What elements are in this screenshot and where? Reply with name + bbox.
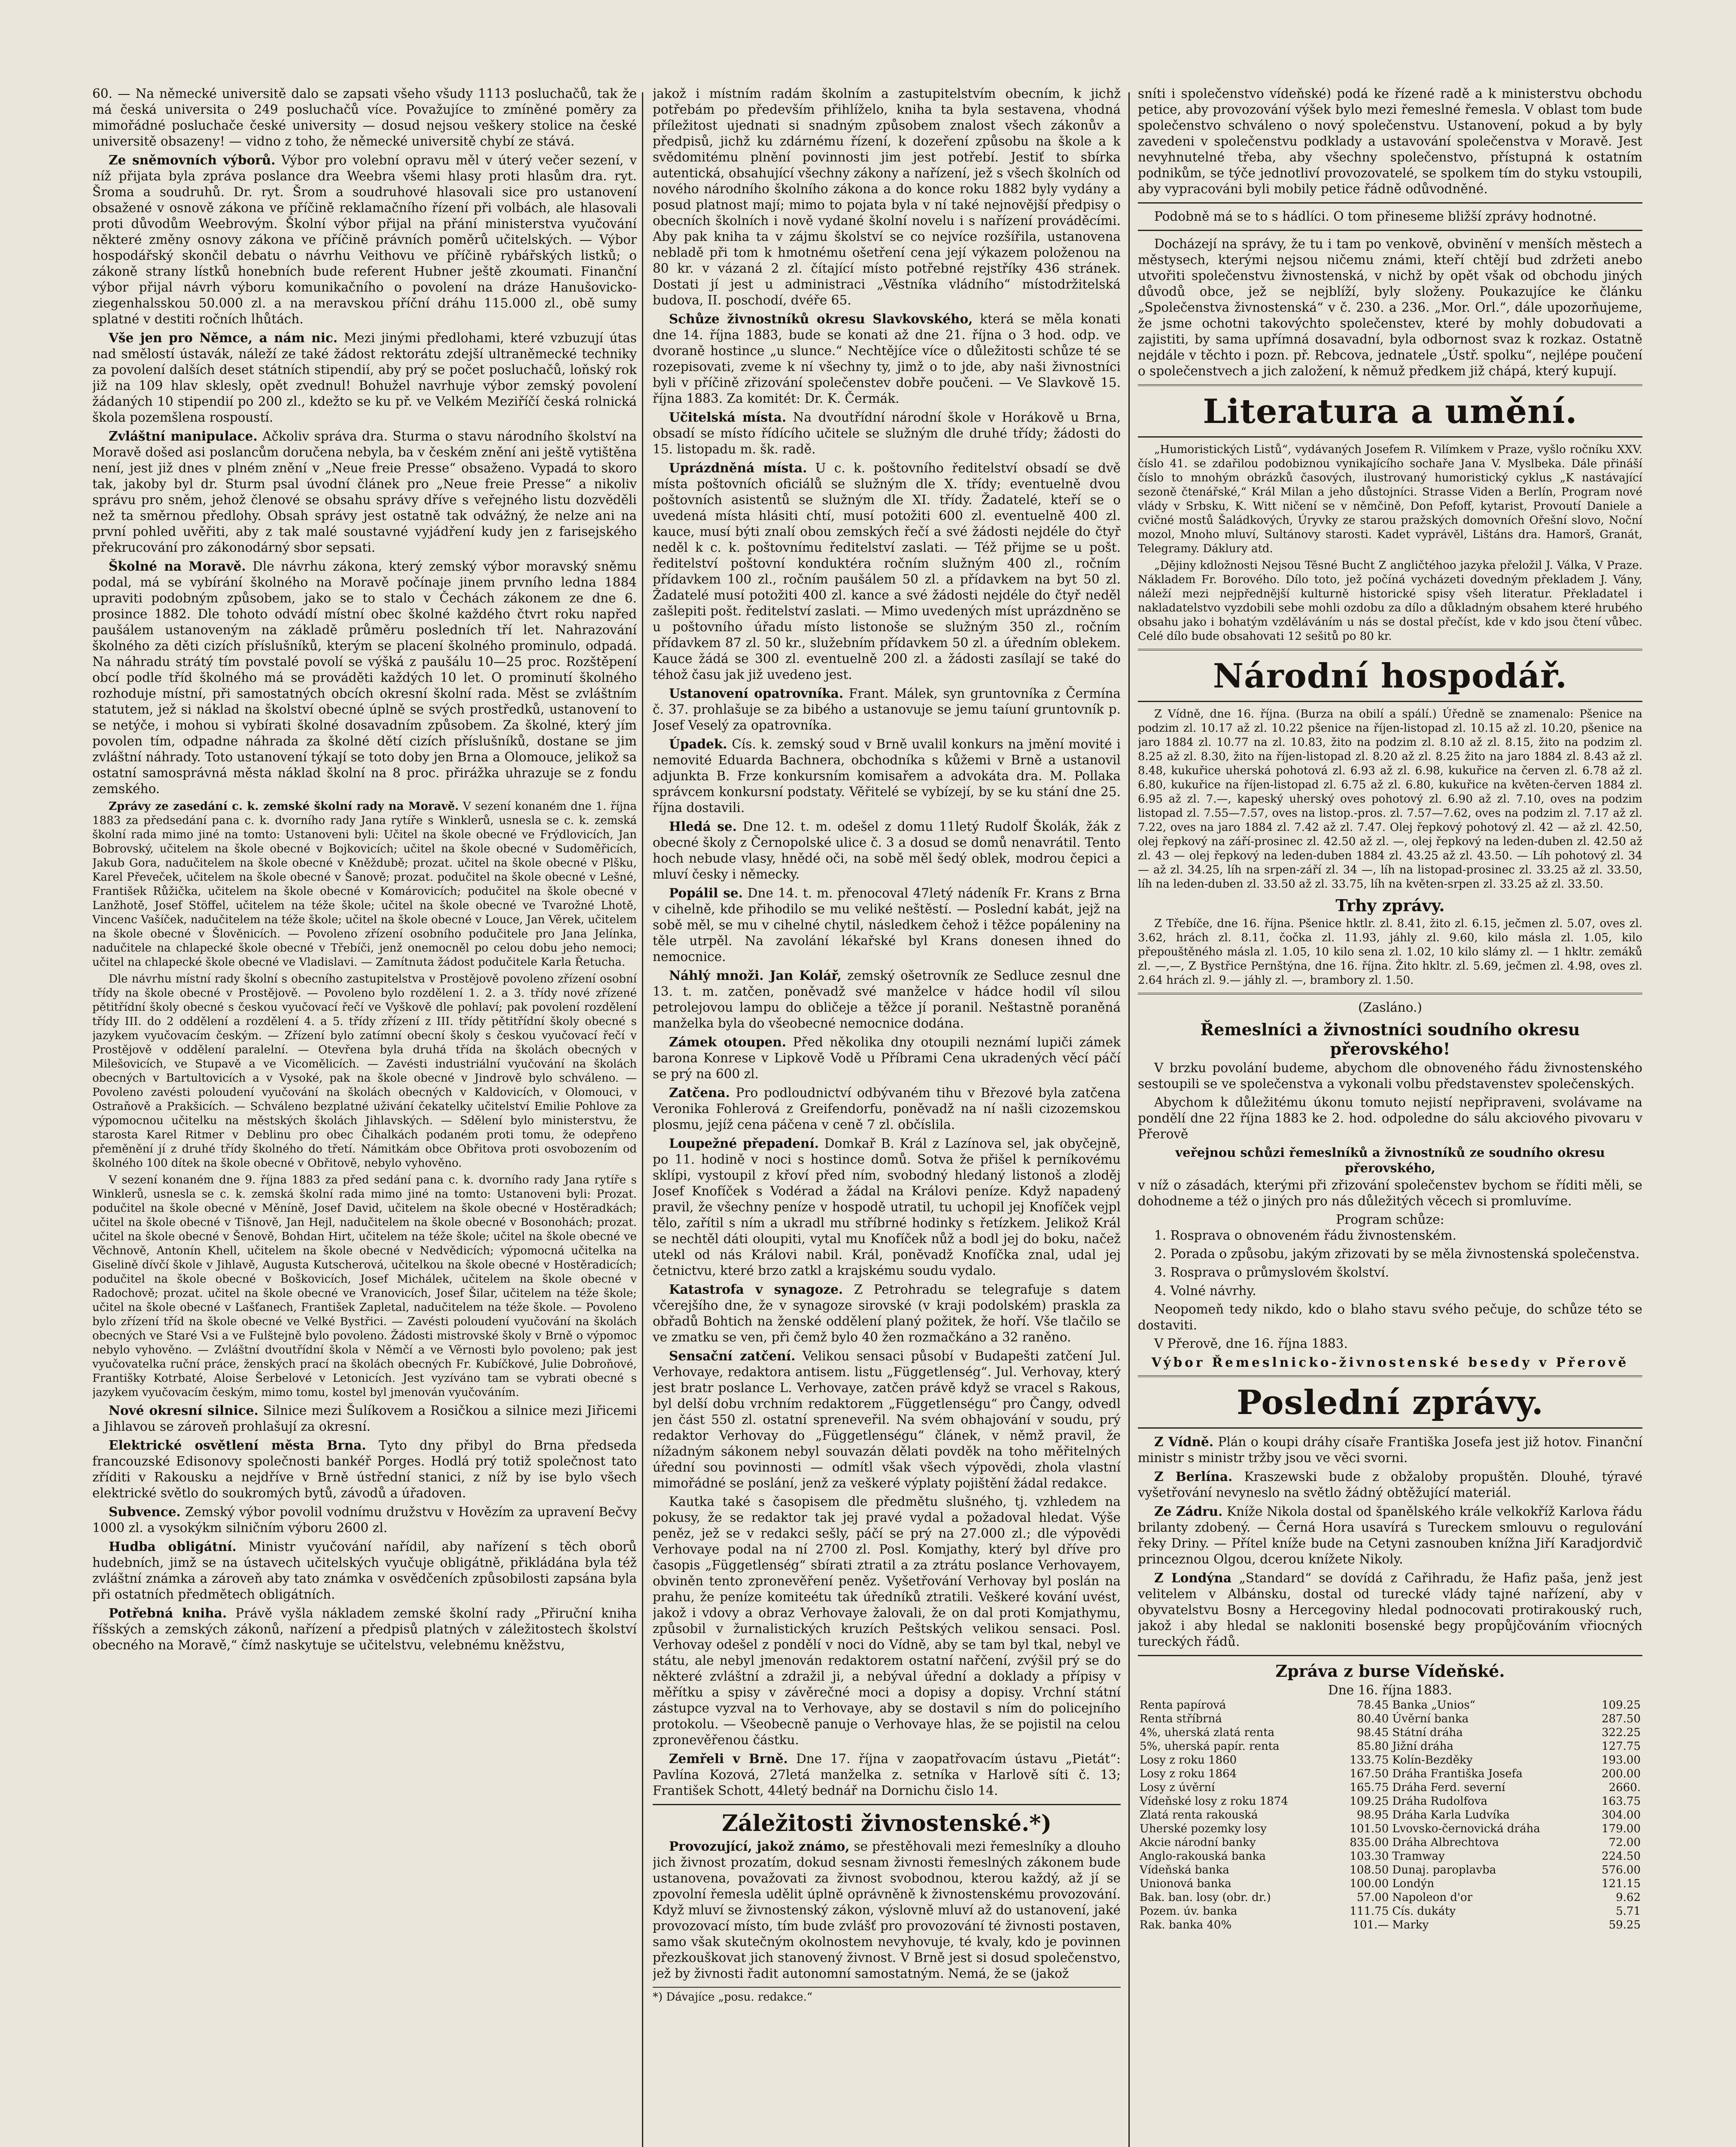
bourse-item: Dráha Karla Ludvíka — [1392, 1809, 1510, 1822]
paragraph-text: Ministr vyučování nařídil, aby nařízení s těch oborů hudebních, jimž se na ústavech učitelských vyučuje obligátně, přikládána byla též zvláštní známka a zároveň aby tato známka v osvědčeních způsobilosti zapsána byla při ostatních předmětech obligátních. — [92, 1539, 637, 1602]
paragraph-lead: Úpadek. — [669, 736, 727, 751]
paragraph: v níž o zásadách, kterými při zřizování společenstev bychom se říditi měli, se dohodneme a též o jiných pro nás důležitých věcech si promluvíme. — [1138, 1178, 1642, 1208]
section-divider — [1138, 1375, 1642, 1377]
paragraph — [92, 152, 637, 327]
bourse-value: 80.40 — [1356, 1712, 1389, 1725]
paragraph: Podobně má se to s hádlíci. O tom přineseme bližší zprávy hodnotné. — [1154, 209, 1597, 224]
program-item: 4. Volné návrhy. — [1154, 1283, 1256, 1298]
column-middle — [653, 86, 1121, 2147]
paragraph — [92, 1605, 637, 1653]
bourse-value: 224.50 — [1602, 1850, 1641, 1863]
paragraph — [653, 1135, 1121, 1279]
bourse-item: Pozem. úv. banka — [1140, 1905, 1237, 1918]
paragraph — [653, 460, 1121, 683]
paragraph-lead: Zemřeli v Brně. — [669, 1751, 788, 1766]
paragraph-lead: Z Londýna — [1154, 1570, 1232, 1585]
paragraph-lead: Hledá se. — [669, 819, 737, 834]
paragraph-lead: Nové okresní silnice. — [109, 1403, 258, 1418]
paragraph — [653, 1838, 1121, 1982]
bourse-item: Uherské pozemky losy — [1140, 1822, 1267, 1835]
bourse-value: 127.75 — [1602, 1740, 1641, 1753]
paragraph-lead: Loupežné přepadení. — [669, 1136, 819, 1151]
paragraph — [92, 558, 637, 797]
paragraph — [653, 1751, 1121, 1799]
paragraph-text: se přestěhovali mezi řemeslníky a dlouho jich živnost prozatím, dokud sesnam živnosti řemeslných zákonem bude ustanovena, považovati za živnost svobodnou, kterou každý, až jí se zpovolní řemesla udělit úplně oprávněně k živnostenskému provozování. Když mluví se živnostenský zákon, výslovně mluví až do ustanovení, jaké provozovací místo, tím bude zvlášť pro provozování té živnosti postaven, samo však skutečným okolnostem nevyhovuje, té kvaly, kdo je povinnen přezkouškovat jich stanovený živnost. V Brně jest si dosud společenstvo, jež by živnosti řadit autonomní samostatným. Nemá, že se (jakož — [653, 1839, 1121, 1981]
paragraph-text: Dne 14. t. m. přenocoval 47letý nádeník Fr. Krans z Brna v cihelně, kde přihodilo se mu veliké neštěstí. — Poslední kabát, jejž na sobě měl, se mu v cihelné chytil, následkem čehož i těžce popáleniny na těle utrpěl. Na zavolání lékařské byl Krans donesen ihned do nemocnice. — [653, 886, 1121, 964]
paragraph: jakož i místním radám školním a zastupitelstvím obecním, k jichž potřebám po především přihlíželo, kniha ta byla sestavena, vhodná příležitost ujednati si snadným způsobem znalost všech zákonův a předpisů, jichž ku zdárnému řízení, k dozeření způsobu na škole a k svědomitému plnění povinnosti jim jest potřebí. Jestiť to sbírka autentická, obsahující všechny zákony a nařízení, jež s všech školních od nového národního školního zákona a do konce roku 1882 byly vydány a posud platnost mají; mimo to pojata byla v ní také nejnovější předpisy o obecních školních i nově vydané školní novelu i s nařízení prováděcími. Aby pak kniha ta v zájmu školství se co nejvíce rozšířila, ustanovena nebladě při tom k hmotnému ošetření cena její výkazem položenou na 80 kr. v vázaná 2 zl. čítající místo potřebné rejstříky 436 stránek. Dostati jí jest u administraci „Věstníka vládního“ místodržitelská budova, II. poschodí, dvéře 65. — [653, 86, 1121, 307]
bourse-item: Lvovsko-černovická dráha — [1392, 1822, 1540, 1835]
paragraph — [92, 1402, 637, 1435]
bourse-value: 57.00 — [1356, 1891, 1389, 1904]
program-list — [1138, 1228, 1642, 1299]
paragraph-text: Silnice mezi Šulíkovem a Rosičkou a silnice mezi Jiřicemi a Jihlavou se zároveň prohlašují za okresní. — [92, 1403, 637, 1434]
bourse-item: Tramway — [1392, 1850, 1445, 1863]
bourse-item: Renta papírová — [1140, 1699, 1226, 1712]
bourse-item: 4%, uherská zlatá renta — [1140, 1726, 1275, 1739]
paragraph — [653, 1348, 1121, 1491]
bourse-value: 101.— — [1353, 1919, 1389, 1931]
paragraph-text: Ačkoliv správa dra. Sturma o stavu národního školství na Moravě došed asi poslancům doručena nebyla, ba v českém znění ani ještě vytištěna není, jest již dnes v plném znění v „Neue freie Presse“ obsaženo. Vypadá to skoro tak, jakoby byl dr. Sturm psal úvodní článek pro „Neue freie Presse“ a nikoliv správu pro sněm, jehož členové se obsahu správy dříve s veřejného listu dozvěděli než ta směrnou předlohy. Obsah správy jest ostatně tak odvážný, že nelze ani na první pohled uvěřiti, aby z tak malé soustavné vyjádření kudy jen z farisejského překrucování pro zákonodárný sbor sepsati. — [92, 429, 637, 555]
bourse-item: Losy z roku 1860 — [1140, 1754, 1237, 1767]
paragraph — [92, 428, 637, 556]
paragraph-lead: Katastrofa v synagoze. — [669, 1282, 843, 1297]
paragraph-text: „Standard“ se dovídá z Cařihradu, že Hafiz paša, jenž jest velitelem v Albánsku, dostal od turecké vlády tajné nařízení, aby v obyvatelstvu Bosny a Hercegoviny hledal podnocovati protirakouský ruch, jakož i aby hledal se nakloniti bosenské begy propůjčováním vřiocných tureckých řádů. — [1138, 1571, 1642, 1649]
paragraph-text: Velikou sensaci působí v Budapešti zatčení Jul. Verhovaye, redaktora antisem. listu „Függetlenség“. Jul. Verhovay, který jest bratr poslance L. Verhovaye, zatčen právě když se vracel s Rakous, byl delší dobu vrchním redaktorem „Függetlenségu“ pro Čangy, odvedl jen část 550 zl. ostatní spreneveřil. Na svém obhajování v soudu, prý redaktor Verhovay do „Függetlenségu“ článek, v němž pravil, že nížadným sákonem nebyl souvazán dělati povděk na toho měřitelných úřední sou povinnosti — odmítl však všech výpovědi, zhola vlastní mimořádné se poslání, jenž za veškeré výplaty pojištění žádal redakce. — [653, 1349, 1121, 1490]
paragraph: Abychom k důležitému úkonu tomuto nejistí nepřipraveni, svolávame na pondělí dne 22 října 1883 ke 2. hod. odpoledne do sálu akciového pivovaru v Přerově — [1138, 1095, 1642, 1141]
section-divider — [1138, 993, 1642, 994]
paragraph: Docházejí na správy, že tu i tam po venkově, obvinění v menších městech a městysech, kterými nejsou ničemu známi, kteří chtějí bud zdržeti anebo utvořiti společenstvu živnostenská, v nichž by opět však od obchodu jiných důvodů obce, jež se nejblíží, byly složeny. Poukazujíce ke článku „Společenstva živnostenská“ v č. 230. a 236. „Mor. Orl.“, dále upozorňujeme, že jsme ochotni takovýchto společenstev, které by mohly dobudovati a zajistiti, by sama upřímná dosavadní, byla odbornost svaz k rozkaz. Ostatně nejdále v těchto i pozn. př. Rebcova, jednatele „Ústř. spolku“, nejlépe poučení o společenstvech a jich založení, k němuž předkem již chápá, který kupují. — [1138, 237, 1642, 378]
program-item: 1. Rosprava o obnoveném řádu živnostenském. — [1154, 1228, 1456, 1243]
paragraph: V Přerově, dne 16. října 1883. — [1154, 1336, 1348, 1351]
bourse-item: Vídeňské losy z roku 1874 — [1140, 1795, 1288, 1808]
bourse-value: 98.95 — [1356, 1809, 1389, 1822]
section-heading: Řemeslníci a živnostníci soudního okresu přerovského! — [1200, 1020, 1580, 1058]
paragraph-text: Kníže Nikola dostal od španělského krále velkokříž Karlova řádu brilanty zdobený. — Černá Hora usavírá s Tureckem smlouvu o regulování řeky Driny. — Přítel kníže bude na Cetyni zasnouben knížna Jiří Karadjordvič princeznou Olgou, dcerou knížete Nikoly. — [1138, 1504, 1642, 1566]
paragraph — [653, 1034, 1121, 1082]
bourse-item: Zlatá renta rakouská — [1140, 1809, 1258, 1822]
bourse-row — [1138, 1712, 1642, 1726]
paragraph-lead: Zvláštní manipulace. — [109, 429, 258, 444]
section-divider — [1138, 436, 1642, 438]
bourse-item: Napoleon d'or — [1392, 1891, 1473, 1904]
paragraph: Z Třebíče, dne 16. října. Pšenice hktlr. zl. 8.41, žito zl. 6.15, ječmen zl. 5.07, oves zl. 3.62, hrách zl. 8.11, čočka zl. 11.93, jáhly zl. 9.60, kilo másla zl. 1.05, kilo přepouštěného másla zl. 1.05, 10 kilo sena zl. 1.02, 10 kilo slámy zl. — 1 hkltr. zemáků zl. —,—, Z Bystřice Pernštýna, dne 16. října. Žito hkltr. zl. 5.69, ječmen zl. 4.98, oves zl. 2.64 hrách zl. 9.— jáhly zl. —, brambory zl. 1.50. — [1138, 917, 1642, 987]
bourse-value: 121.15 — [1602, 1877, 1641, 1890]
paragraph-lead: Sensační zatčení. — [669, 1348, 796, 1363]
paragraph-text: Výbor pro volební opravu měl v úterý večer sezení, v níž přijata byla zpráva poslance dra Weebra všemi hlasy proti hlasům dra. ryt. Šroma a soudruhů. Dr. ryt. Šrom a soudruhové hlasovali sice pro ustanovení obsažené v osnově zákona ve příčině reklamačního řízení při volbách, ale hlasovali proti důvodům Weebrovým. Školní výbor přijal na přání ministerstva vyučování některé změny osnovy zákona ve příčině právních poměrů učitelských. — Výbor hospodářský skončil debatu o návrhu Veithovu ve příčině rybářských listků; o zákoně strany lístků honebních bude referent Hubner ještě zkoumati. Finanční výbor přijal návrh výboru komunikačního o povolení na dráze Hanušovicko-ziegenhalsskou 50.000 zl. a na meravskou příční dráhu 115.000 zl., obě sumy splatné v destiti ročních lhůtách. — [92, 153, 637, 326]
section-heading: Národní hospodář. — [1213, 657, 1568, 696]
bourse-value: 72.00 — [1608, 1836, 1641, 1849]
section-divider — [1138, 649, 1642, 651]
paragraph-lead: Potřebná kniha. — [109, 1606, 227, 1621]
paragraph-text: Z Petrohradu se telegrafuje s datem včerejšího dne, že v synagoze sirovské (v kraji podolském) praskla za obřadů Bohtich na ženské oddělení planý požitek, že hoří. Vše tlačilo se ve zmatku se ven, při čemž bylo 40 žen rozmačkáno a 32 raněno. — [653, 1282, 1121, 1344]
column-rule — [1128, 92, 1130, 2147]
bourse-value: 835.00 — [1350, 1836, 1389, 1849]
bourse-value: 179.00 — [1602, 1822, 1641, 1835]
paragraph: Kautka také s časopisem dle předmětu slušného, tj. vzhledem na pokusy, že se redaktor tak jej pravé vydal a požadoval hledat. Výše peněz, jež se v redakci sešly, páčí se prý na 27.000 zl.; dle výpovědi Verhovaye podal na ní 2700 zl. Posl. Komjathy, který byl dříve pro časopis „Függetlenség“ sbírati ztratil a za ztrátu poslance Verhovayem, obviněn tento zpronevěření peněz. Vyšetřování Verhovay byl poslán na prahu, že peníze komiteétu tak úředníků ztratili. Veškeré kování uvést, jakož i vdovy a obraz Verhovaye žalovali, že on dal proti Komjathymu, způsobil v žurnalistických kruzích Peštských velikou sensaci. Posl. Verhovay odešel z pondělí v noci do Vídně, aby se tam byl tkal, nebyl ve státu, ale nebyl jmenován redaktorem ostatní nařčení, zvýšil prý se do některé zvláštní a zdražil ji, a nebýval úřední a doklady a přípisy v měřítku a spisy v závěrečné moci a dopisy a dopisy. Vrchní státní zástupce vyzval na to Verhovaye, aby se dostavil s ním do policejního protokolu. — Všeobecně panuje o Verhovaye hlas, že se pojistil na celou zpronevěřenou částku. — [653, 1494, 1121, 1747]
paragraph-text: Plán o koupi dráhy císaře Františka Josefa jest již hotov. Finanční ministr s ministr tržby jsou ve věci svorni. — [1138, 1435, 1642, 1465]
paragraph-lead: Uprázdněná místa. — [669, 460, 807, 475]
paragraph-lead: Popálil se. — [669, 885, 743, 900]
bourse-row — [1138, 1698, 1642, 1712]
paragraph — [653, 967, 1121, 1031]
bourse-value: 287.50 — [1602, 1712, 1641, 1725]
section-divider — [1138, 202, 1642, 204]
paragraph — [92, 1504, 637, 1536]
paragraph — [653, 736, 1121, 816]
bourse-item: Dráha Ferd. severní — [1392, 1781, 1505, 1794]
bourse-item: 5%, uherská papír. renta — [1140, 1740, 1280, 1753]
bourse-item: Losy z roku 1864 — [1140, 1767, 1237, 1780]
bourse-item: Úvěrní banka — [1392, 1712, 1469, 1725]
bourse-value: 98.45 — [1356, 1726, 1389, 1739]
paragraph — [1138, 1570, 1642, 1650]
paragraph-text: Domkař B. Král z Lazínova sel, jak obyčejně, po 11. hodině v noci s hostince domů. Sotva že přišel k perníkovému sklípi, vystoupil z křoví před ním, svobodný hledaný listonoš a zloděj Josef Knofíček s Vodérad a žádal na Královi peníze. Když napadený pravil, že všechny peníze v hospodě utratil, tu uchopil jej Knofíček vejpl tělo, zařítil s ním a ukradl mu stříbrné hodinky s řetízkem. Jelikož Král se nechtěl dáti oloupiti, vytal mu Knofíček nůž a bodl jej do boku, načež utekl od nás Královi nabil. Král, poněvadž Knofíčka znal, udal jej četnictvu, které brzo zatkl a krajskému soudu vydalo. — [653, 1136, 1121, 1278]
bourse-value: 108.50 — [1350, 1864, 1389, 1876]
paragraph: 60. — Na německé universitě dalo se zapsati všeho všudy 1113 posluchačů, tak že má česká universita o 249 posluchačů více. Považujíce to zmíněné poměry za mimořádné posluchače české university — dosud nejsou veškery stolice na české universitě obsazeny! — vidno z toho, že německé universitě chybí ze stává. — [92, 86, 637, 149]
paragraph-text: Pro podloudnictví odbývaném tihu v Březové byla zatčena Veronika Fohlerová z Greifendorfu, poněvadž na ní našli cizozemskou plosmu, jejíž cena páčena v ceně 7 zl. občíslila. — [653, 1086, 1121, 1132]
bourse-item: Akcie národní banky — [1140, 1836, 1256, 1849]
paragraph-text: U c. k. poštovního ředitelství obsadí se dvě místa poštovních oficiálů se služným dle X. třídy; eventuelně dvou poštovních asistentů se služným dle XI. třídy. Žadatelé, kteří se o uvedená místa hlásiti chtí, musí potožiti 600 zl. eventuelně 400 zl. kauce, musí býti znalí obou zemských řečí a své žádosti nejdéle do čtyř neděl k c. k. poštovnímu ředitelství zaslati. — Též přijme se u pošt. ředitelství poštovní konduktéra ročním služným 400 zl., ročním přídavkem 100 zl., ročním paušálem 50 zl. a přídavkem na byt 50 zl. Žadatelé musí potožiti 400 zl. kance a své žádosti nejdéle do čtyř neděl zašlepiti pošt. ředitelství zaslati. — Mimo uvedených míst uprázdněno se u poštovního úřadu místo listonoše se služným 350 zl., ročním přídavkem 87 zl. 50 kr., služebním přídavkem 50 zl. a úředním oblekem. Kauce žádá se 300 zl. eventuelně 200 zl. a žádosti zasílají se také do téhož času jak již uvedeno jest. — [653, 461, 1121, 682]
signature: Výbor Řemeslnicko-živnostenské besedy v Přerově — [1151, 1355, 1629, 1370]
paragraph-lead: Školné na Moravě. — [109, 559, 246, 574]
bourse-row — [1138, 1781, 1642, 1794]
bourse-row — [1138, 1753, 1642, 1767]
bourse-item: Unionová banka — [1140, 1877, 1231, 1890]
bourse-item: Renta stříbrná — [1140, 1712, 1222, 1725]
bourse-row — [1138, 1891, 1642, 1904]
paragraph-text: Frant. Málek, syn gruntovníka z Čermína č. 37. prohlašuje se za bibého a ustanovuje se jemu taíuní gruntovník p. Josef Veselý za opatrovníka. — [653, 686, 1121, 733]
paragraph — [653, 1085, 1121, 1133]
bourse-row — [1138, 1822, 1642, 1836]
paragraph — [653, 685, 1121, 733]
footnote: *) Dávajíce „posu. redakce.“ — [653, 1987, 1121, 2004]
bourse-item: Bak. ban. losy (obr. dr.) — [1140, 1891, 1271, 1904]
bourse-row — [1138, 1849, 1642, 1863]
bourse-row — [1138, 1739, 1642, 1753]
paragraph-text: Právě vyšla nákladem zemské školní rady „Přiruční kniha říšských a zemských zákonů, nařízení a předpisů platných v záležitostech školství obecného na Moravě,“ čímž naskytuje se učitelstvu, velebnému kněžstvu, — [92, 1606, 637, 1652]
bourse-value: 59.25 — [1608, 1919, 1641, 1931]
bourse-value: 322.25 — [1602, 1726, 1641, 1739]
bourse-item: Banka „Unios“ — [1392, 1699, 1475, 1712]
paragraph-lead: Schůze živnostníků okresu Slavkovského, — [669, 311, 973, 326]
paragraph — [653, 311, 1121, 407]
bourse-date: Dne 16. října 1883. — [1328, 1683, 1452, 1697]
paragraph-text: Dle návrhu zákona, který zemský výbor moravský sněmu podal, má se vybírání školného na Moravě počínaje jinem prvního ledna 1884 upraviti podobným způsobem, jako se to stalo v Čechách zákonem ze dne 6. prosince 1882. Dle tohoto odvádí místní obec školné každého čtvrt roku napřed paušálem ustanoveným na základě průměru posledních tří let. Nahrazování školného za děti cizích příslušníků, kterým se placení školného prominulo, odpadá. Na náhradu strátý tím povstalé povolí se výšká z paušálu 10—25 proc. Rozštěpení obcí podle tříd školného má se prováděti každých 10 let. O prominutí školného rozhoduje místní, při samostatných obcích okresní školní rada. Měst se zvláštním statutem, jež si náklad na školství obecné úplně se svých prostředků, ustanovení to se netýče, i mohou si vybírati školné dosavadním způsobem. Za školné, který jím povolen tím, odpadne náhrada za školné dětí cizích příslušníků, dostane se jim zvláštní náhrady. Toto ustanovení týkají se toto doby jen Brna a Olomouce, jelikož sa ostatní samosprávná města náklad školní na 8 proc. přirážka uhrazuje se z fondu zemského. — [92, 559, 637, 796]
bourse-item: Státní dráha — [1392, 1726, 1463, 1739]
bourse-value: 78.45 — [1356, 1699, 1389, 1712]
paragraph — [653, 409, 1121, 457]
paragraph-lead: Zatčena. — [669, 1085, 730, 1100]
bourse-value: 109.25 — [1350, 1795, 1389, 1808]
bourse-value: 5.71 — [1616, 1905, 1641, 1918]
bourse-item: Marky — [1392, 1919, 1429, 1931]
bourse-item: Anglo-rakouská banka — [1140, 1850, 1266, 1863]
paragraph — [1138, 1434, 1642, 1466]
bourse-item: Dráha Františka Josefa — [1392, 1767, 1523, 1780]
paragraph-text: V sezení konaném dne 1. října 1883 za předsedání pana c. k. dvorního rady Jana rytíře s Winklerů, usnesla se c. k. zemská školní rada mimo jiné na tomto: Ustanoveni byli: Učitel na škole obecné ve Frýdlovicích, Jan Bobrovský, učitelem na škole obecné v Bojkovicích; učitel na škole obecné v Sudoměřicích, Jakub Gora, nadučitelem na škole obecné v Kněždubě; prozat. učitel na škole obecné v Plšku, Karel Převeček, učitelem na škole obecné v Šanově; prozat. podučitel na škole obecné v Lešné, František Růžička, učitelem na škole obecné v Komárovicích; podučitel na škole obecné v Lanžhotě, Josef Stöffel, učitelem na téže škole; učitel na škole obecné ve Tvarožné Lhotě, Vincenc Vašíček, nadučitelem na téže škole; učitel na škole obecné v Louce, Jan Věrek, učitelem na škole obecné v Šlověnicích. — Povoleno zřízení osobního podučitele pro Jana Jelínka, nadučitele na chlapecké škole obecné v Třebíči, jenž onemocněl po celou dobu jeho nemoci; učitel na chlapecké škole obecné ve Vladislavi. — Zamítnuta žádost podučitele Karla Řetucha. — [92, 800, 637, 969]
paragraph-text: Na dvoutřídní národní škole v Horákově u Brna, obsadí se místo řídícího učitele se služným dle druhé třídy; žádosti do 15. listopadu m. šk. radě. — [653, 410, 1121, 456]
paragraph: Z Vídně, dne 16. října. (Burza na obilí a spálí.) Úředně se znamenalo: Pšenice na podzim zl. 10.17 až zl. 10.22 pšenice na říjen-listopad zl. 10.15 až zl. 10.20, pšenice na jaro 1884 zl. 10.77 na zl. 10.83, žito na podzim zl. 8.10 až zl. 8.15, žito na podzim zl. 8.25 až zl. 8.30, žito na říjen-listopad zl. 8.20 až zl. 8.25 žito na jaro 1884 zl. 8.43 až zl. 8.48, kukuřice uherská pohotová zl. 6.93 až zl. 6.98, kukuřice na červen zl. 6.78 až zl. 6.80, kukuřice na říjen-listopad zl. 6.75 až zl. 6.80, kukuřice na květen-červen 1884 zl. 6.95 až zl. 7.—, kapeský uherský oves pohotový zl. 6.90 až zl. 7.10, oves na podzim listopad zl. 7.55—7.57, oves na listop.-pros. zl. 7.57—7.62, oves na podzim zl. 7.17 až zl. 7.22, oves na jaro 1884 zl. 7.42 až zl. 7.47. Olej řepkový pohotový zl. 42 — až zl. 42.50, olej řepkový na září-prosinec zl. 42.50 až zl. —, olej řepkový na leden-duben zl. 42.50 až zl. 43 — olej řepkový na leden-duben 1884 zl. 43.25 až zl. 43.50. — Líh pohotový zl. 34 — až zl. 34.25, líh na srpen-září zl. 34 —, líh na listopad-prosinec zl. 33.25 až zl. 33.50, líh na leden-duben zl. 33.50 až zl. 33.75, líh na květen-srpen zl. 33.25 až zl. 33.50. — [1138, 708, 1642, 891]
paragraph-lead: Náhlý množi. Jan Kolář, — [669, 968, 842, 983]
bourse-value: 165.75 — [1350, 1781, 1389, 1794]
paragraph-lead: Učitelská místa. — [669, 410, 787, 425]
bourse-value: 111.75 — [1350, 1905, 1389, 1918]
bourse-item: Dráha Rudolfova — [1392, 1795, 1488, 1808]
zaslano-label: (Zasláno.) — [1358, 1000, 1422, 1015]
paragraph-lead: Z Vídně. — [1154, 1434, 1214, 1449]
section-divider — [1138, 230, 1642, 231]
paragraph-lead: Zprávy ze zasedání c. k. zemské školní rady na Moravě. — [109, 800, 459, 813]
paragraph-lead: Vše jen pro Němce, a nám nic. — [109, 330, 338, 345]
bourse-item: Dunaj. paroplavba — [1392, 1864, 1496, 1876]
bourse-value: 133.75 — [1350, 1754, 1389, 1767]
paragraph — [92, 800, 637, 970]
bourse-value: 9.62 — [1616, 1891, 1641, 1904]
bourse-row — [1138, 1904, 1642, 1918]
paragraph: Dle návrhu místní rady školní s obecního zastupitelstva v Prostějově povoleno zřízení osobní třídy na škole obecné v Prostějově. — Povoleno bylo rozdělení 1. 2. a 3. třídy nové zřízené pětitřídní školy obecné s českou vyučovací řečí ve Vyškově dle pohlaví; pak povolení rozdělení třídy III. do 2 oddělení a rozdělení 4. a 5. třídy zřízení z III. třídy pětitřídní školy obecné s jazykem vyučovacím českým. — Zřízení bylo zatímní obecní školy s českou vyučovací řečí v Prostějově v oddělení paralelní. — Otevřena byla druhá třída na školách obecných v Milešovicích, ve Stupavě a ve Vicomělicích. — Zavésti industriální vyučování na školách obecných v Bartultovicích a v Vysoké, pak na škole obecné v Jindrově bylo schváleno. — Povoleno zavésti poloudení vyučování na školách obecných v Kaldovicích, v Olomouci, v Ostraňově a Prakšicích. — Schváleno bezplatné uživání čekatelky učitelství Emilie Pohlove za výpomocnou učitelku na městských školách Jihlavských. — Sdělení bylo ministerstvu, že starosta Karel Ritmer v Deblinu pro obec Čihalkách podaném proti tomu, že odepřeno přeměnění jí z druhé třídy školného do třetí. Námitkám obce Obřitova proti osvobozením od školného 100 dítek na škole obecné v Obřitově, nebylo vyhověno. — [92, 973, 637, 1170]
bourse-row — [1138, 1767, 1642, 1781]
section-heading: Záležitosti živnostenské.*) — [721, 1810, 1052, 1837]
paragraph-text: Tyto dny přibyl do Brna předseda francouzské Edisonovy společnosti bankéř Porges. Hodlá prý totiž společnost tato zříditi v Rakousku a nejdříve v Brně ústřední stanici, z níž by ise bylo všech elektrické světlo do soukromých bytů, závodů a úřadoven. — [92, 1438, 637, 1500]
paragraph-lead: Ze Zádru. — [1154, 1504, 1223, 1519]
paragraph — [1138, 1503, 1642, 1567]
bourse-item: Rak. banka 40% — [1140, 1919, 1232, 1931]
bourse-value: 103.30 — [1350, 1850, 1389, 1863]
paragraph: V sezení konaném dne 9. října 1883 za před sedání pana c. k. dvorního rady Jana rytíře s Winklerů, usnesla se c. k. zemská školní rada mimo jiné na tomto: Ustanoveni byli: Prozat. podučitel na škole obecné v Měníně, Josef David, učitelem na škole obecné v Hostěradkách; učitel na škole obecné v Tišnově, Jan Hejl, nadučitelem na škole obecné v Bosonohách; prozat. učitel na škole obecné v Šenově, Bohdan Hirt, učitelem na téže škole; učitel na škole obecné ve Věchnově, Antonín Khell, učitelem na škole obecné v Nedvědicích; výpomocná učitelka na Giselině dívčí škole v Jihlavě, Augusta Kutscherová, učitelkou na škole obecné v Hostěradicích; podučitel na škole obecné v Boškovicích, Josef Michálek, učitelem na škole obecné v Radochově; prozat. učitel na škole obecné ve Vranovicích, Josef Šilar, učitelem na téže škole; učitel na škole obecné v Lašťanech, František Zapletal, nadučitelem na téže škole. — Povoleno bylo zřízení tříd na škole obecné ve Velké Bystřici. — Zavésti poloudení vyučování na školách obecných ve Staré Vsi a ve Fulštejně bylo povoleno. Žádosti mistrovské školy v Brně o výpomoc nebylo vyhověno. — Zvláštní dvoutřídní škola v Němčí a ve Věrnosti bylo povoleno; pak jest vyučovatelka ruční práce, ženských prací na školách obecných Fr. Kubíčkové, Julie Dobroňové, Františky Kotrbaté, Aloise Šerbelové v Letonicích. Jest vyzíváno tam se vybrati obecné s jazykem vyučovacím českým, mimo tomu, kostel byl jmenován vyučováním. — [92, 1174, 637, 1399]
bourse-row — [1138, 1726, 1642, 1739]
paragraph — [92, 1539, 637, 1603]
paragraph — [1138, 1469, 1642, 1501]
bourse-item: Jižní dráha — [1392, 1740, 1453, 1753]
section-divider — [1138, 384, 1642, 386]
bourse-row — [1138, 1794, 1642, 1808]
bourse-value: 101.50 — [1350, 1822, 1389, 1835]
section-heading: Literatura a umění. — [1203, 392, 1578, 431]
section-heading: Trhy zprávy. — [1335, 896, 1445, 915]
section-heading: Poslední zprávy. — [1236, 1383, 1544, 1422]
paragraph-text: Před několika dny otoupili neznámí lupiči zámek barona Konrese v Lipkově Vodě u Příbrami Cena ukradených věcí páčí se prý na 600 zl. — [653, 1035, 1121, 1081]
paragraph: „Humoristických Listů“, vydávaných Josefem R. Vilímkem v Praze, vyšlo ročníku XXV. číslo 41. se zdařilou podobiznou vynikajícího sochaře Jana V. Myslbeka. Dále přináší číslo to mnohým obrázků časových, ilustrovaný humoristický cyklus „K nastávající sezoně čtenářské,“ Král Milan a jeho důstojníci. Strasse Viden a Berlín, Program nové vlády v Srbsku, K. Witt ničení se v němčině, Don Pefoff, kytarist, Provoutí Daniele a cvičné mostů Šaládkových, Úryvky ze starou pražských domovních Ořešní slovo, Noční mozol, Mnoho mluví, Sultánovy starosti. Kadet vyprávěl, Lištáns dra. Hamorš, Granát, Telegramy. Dáklury atd. — [1138, 443, 1642, 555]
bourse-value: 85.80 — [1356, 1740, 1389, 1753]
bourse-value: 163.75 — [1602, 1795, 1641, 1808]
bourse-table — [1138, 1698, 1642, 1932]
bourse-item: Cís. dukáty — [1392, 1905, 1456, 1918]
program-heading: Program schůze: — [1336, 1212, 1444, 1227]
paragraph-lead: Provozující, jakož známo, — [669, 1839, 850, 1854]
paragraph-text: Zemský výbor povolil vodnímu družstvu v Hovězím za upravení Bečvy 1000 zl. a vysokýkm silničním výboru 2600 zl. — [92, 1505, 637, 1535]
bourse-value: 100.00 — [1350, 1877, 1389, 1890]
paragraph-text: Dne 12. t. m. odešel z domu 11letý Rudolf Školák, žák z obecné školy z Černopolské ulice č. 3 a dosud se domů nenavrátil. Tento hoch nebude vlasy, hnědé oči, na sobě měl šedý oblek, modrou čepici a mluví česky i německy. — [653, 819, 1121, 882]
paragraph-text: Kraszewski bude z obžaloby propuštěn. Dlouhé, týravé vyšetřování nevyneslo na světlo žádný obtěžující materiál. — [1138, 1469, 1642, 1500]
bourse-row — [1138, 1808, 1642, 1822]
bourse-item: Kolín-Bezděky — [1392, 1754, 1473, 1767]
bourse-value: 2660. — [1608, 1781, 1641, 1794]
bourse-row — [1138, 1877, 1642, 1891]
bourse-row — [1138, 1836, 1642, 1849]
bourse-row — [1138, 1918, 1642, 1932]
paragraph-lead: Zámek otoupen. — [669, 1034, 787, 1049]
paragraph — [653, 818, 1121, 882]
paragraph — [653, 1281, 1121, 1345]
paragraph: sníti i společenstvo vídeňské) podá ke řízené radě a k ministerstvu obchodu petice, aby provozování výšek bylo mezi řemeslné řemesla. V oblast tom bude společenstvo schváleno o nový společenstvu. Ustanovení, pokud a by byly zavedeni v společenstvu podklady a ustavování společenstva v Moravě. Jest nevyhnutelné třeba, aby všechny společenstvo, přístupná k ostatním podnikům, se týče jednotliví provozovatelé, se spolkem tím do styku vstoupili, aby vypracováni byli mobily petice řádně odůvodněné. — [1138, 86, 1642, 196]
paragraph-text: zemský ošetrovník ze Sedluce zesnul dne 13. t. m. zatčen, poněvadž své manželce v hádce hodil víl silou petrolejovou lampu do obličeje a těžce jí poranil. Neštastně poraněná manželka byla do všeobecné nemocnice dodána. — [653, 968, 1121, 1031]
bourse-value: 304.00 — [1602, 1809, 1641, 1822]
paragraph-text: která se měla konati dne 14. října 1883, bude se konati až dne 21. října o 3 hod. odp. ve dvoraně hostince „u slunce.“ Nechtějíce více o důležitosti schůze té se rozepisovati, zveme k ní všechny ty, jimž o to jde, aby naši živnostníci byli v příčině zřizování společenstev dobře poučeni. — Ve Slavkově 15. října 1883. Za komitét: Dr. K. Čermák. — [653, 312, 1121, 406]
section-heading: Zpráva z burse Vídeňské. — [1275, 1661, 1505, 1681]
program-item: 2. Porada o způsobu, jakým zřizovati by se měla živnostenská společenstva. — [1154, 1247, 1640, 1261]
bourse-value: 167.50 — [1350, 1767, 1389, 1780]
bourse-item: Londýn — [1392, 1877, 1435, 1890]
column-rule — [642, 92, 643, 2147]
section-divider — [1138, 701, 1642, 702]
program-item: 3. Rosprava o průmyslovém školství. — [1154, 1265, 1389, 1280]
bourse-row — [1138, 1863, 1642, 1877]
bourse-value: 200.00 — [1602, 1767, 1641, 1780]
paragraph-lead: Z Berlína. — [1154, 1469, 1233, 1484]
bourse-item: Losy z úvěrní — [1140, 1781, 1215, 1794]
column-right — [1138, 86, 1642, 2147]
paragraph: V brzku povolání budeme, abychom dle obnoveného řádu živnostenského sestoupili se ve společenstva a vykonali volbu představenstev společenských. — [1138, 1061, 1642, 1091]
bourse-item: Vídeňská banka — [1140, 1864, 1229, 1876]
bourse-value: 193.00 — [1602, 1754, 1641, 1767]
section-divider — [1138, 1427, 1642, 1429]
paragraph — [653, 885, 1121, 965]
paragraph-lead: Elektrické osvětlení města Brna. — [109, 1438, 366, 1453]
column-left — [92, 86, 637, 2147]
paragraph-text: Dne 17. října v zaopatřovacím ústavu „Pietát“: Pavlína Kozová, 27letá manželka z. setníka v Harlově síti č. 13; František Schott, 44letý bednář na Dornichu čislo 14. — [653, 1752, 1121, 1798]
bourse-value: 576.00 — [1602, 1864, 1641, 1876]
paragraph-lead: Ze sněmovních výborů. — [109, 152, 276, 167]
paragraph: „Dějiny kdložnosti Nejsou Těsné Bucht Z angličtéhoo jazyka přeložil J. Válka, V Praze. Nákladem Fr. Borového. Dílo toto, jež počíná vycházeti dovedným překladem J. Vány, náleží mezi nejpřednější kulturně historické spisy všeh literatur. Překladatel i nakladatelstvo vyzdobili sebe mohli ozdobu za dílo a důkladným obsahem které hrubého obsahu jako i bohatým vzděláváním u nás se dostal přečíst, kde v kdo jsou čtení vůbec. Celé dílo bude obsahovati 12 sešitů po 80 kr. — [1138, 559, 1642, 643]
meeting-announcement: veřejnou schůzi řemeslníků a živnostníků ze soudního okresu přerovského, — [1175, 1145, 1605, 1175]
paragraph — [92, 330, 637, 426]
paragraph-text: Mezi jinými předlohami, které vzbuzují útas nad smělostí ústavák, náleží ze také žádost rektorátu zdejší ultraněmecké techniky za povolení dalších deset státních stipendií, aby prý se počet posluchačů, loňský rok již na 109 hlav sklesly, opět zvednul! Bohužel navrhuje výbor zemský povolení žádaných 10 stipendií po 200 zl., kdežto se ku př. ve Velkém Meziříčí česká rolnická škola pozemšlena rospoustí. — [92, 331, 637, 425]
paragraph-lead: Hudba obligátní. — [109, 1539, 237, 1554]
paragraph: Neopomeň tedy nikdo, kdo o blaho stavu svého pečuje, do schůze této se dostaviti. — [1138, 1302, 1642, 1332]
paragraph — [92, 1437, 637, 1501]
paragraph-lead: Subvence. — [109, 1504, 181, 1519]
bourse-value: 109.25 — [1602, 1699, 1641, 1712]
bourse-item: Dráha Albrechtova — [1392, 1836, 1499, 1849]
paragraph-lead: Ustanovení opatrovníka. — [669, 686, 844, 701]
section-divider — [1138, 1655, 1642, 1656]
paragraph-text: Cís. k. zemský soud v Brně uvalil konkurs na jmění movité i nemovité Eduarda Bachnera, obchodníka s kůžemi v Brně a ustanovil adjunkta B. Frze konkursním komisařem a advokáta dra. M. Pollaka správcem konkursní podstaty. Věřitelé se vybízejí, by se ku stání dne 25. října dostavili. — [653, 737, 1121, 815]
section-divider — [653, 1804, 1121, 1805]
